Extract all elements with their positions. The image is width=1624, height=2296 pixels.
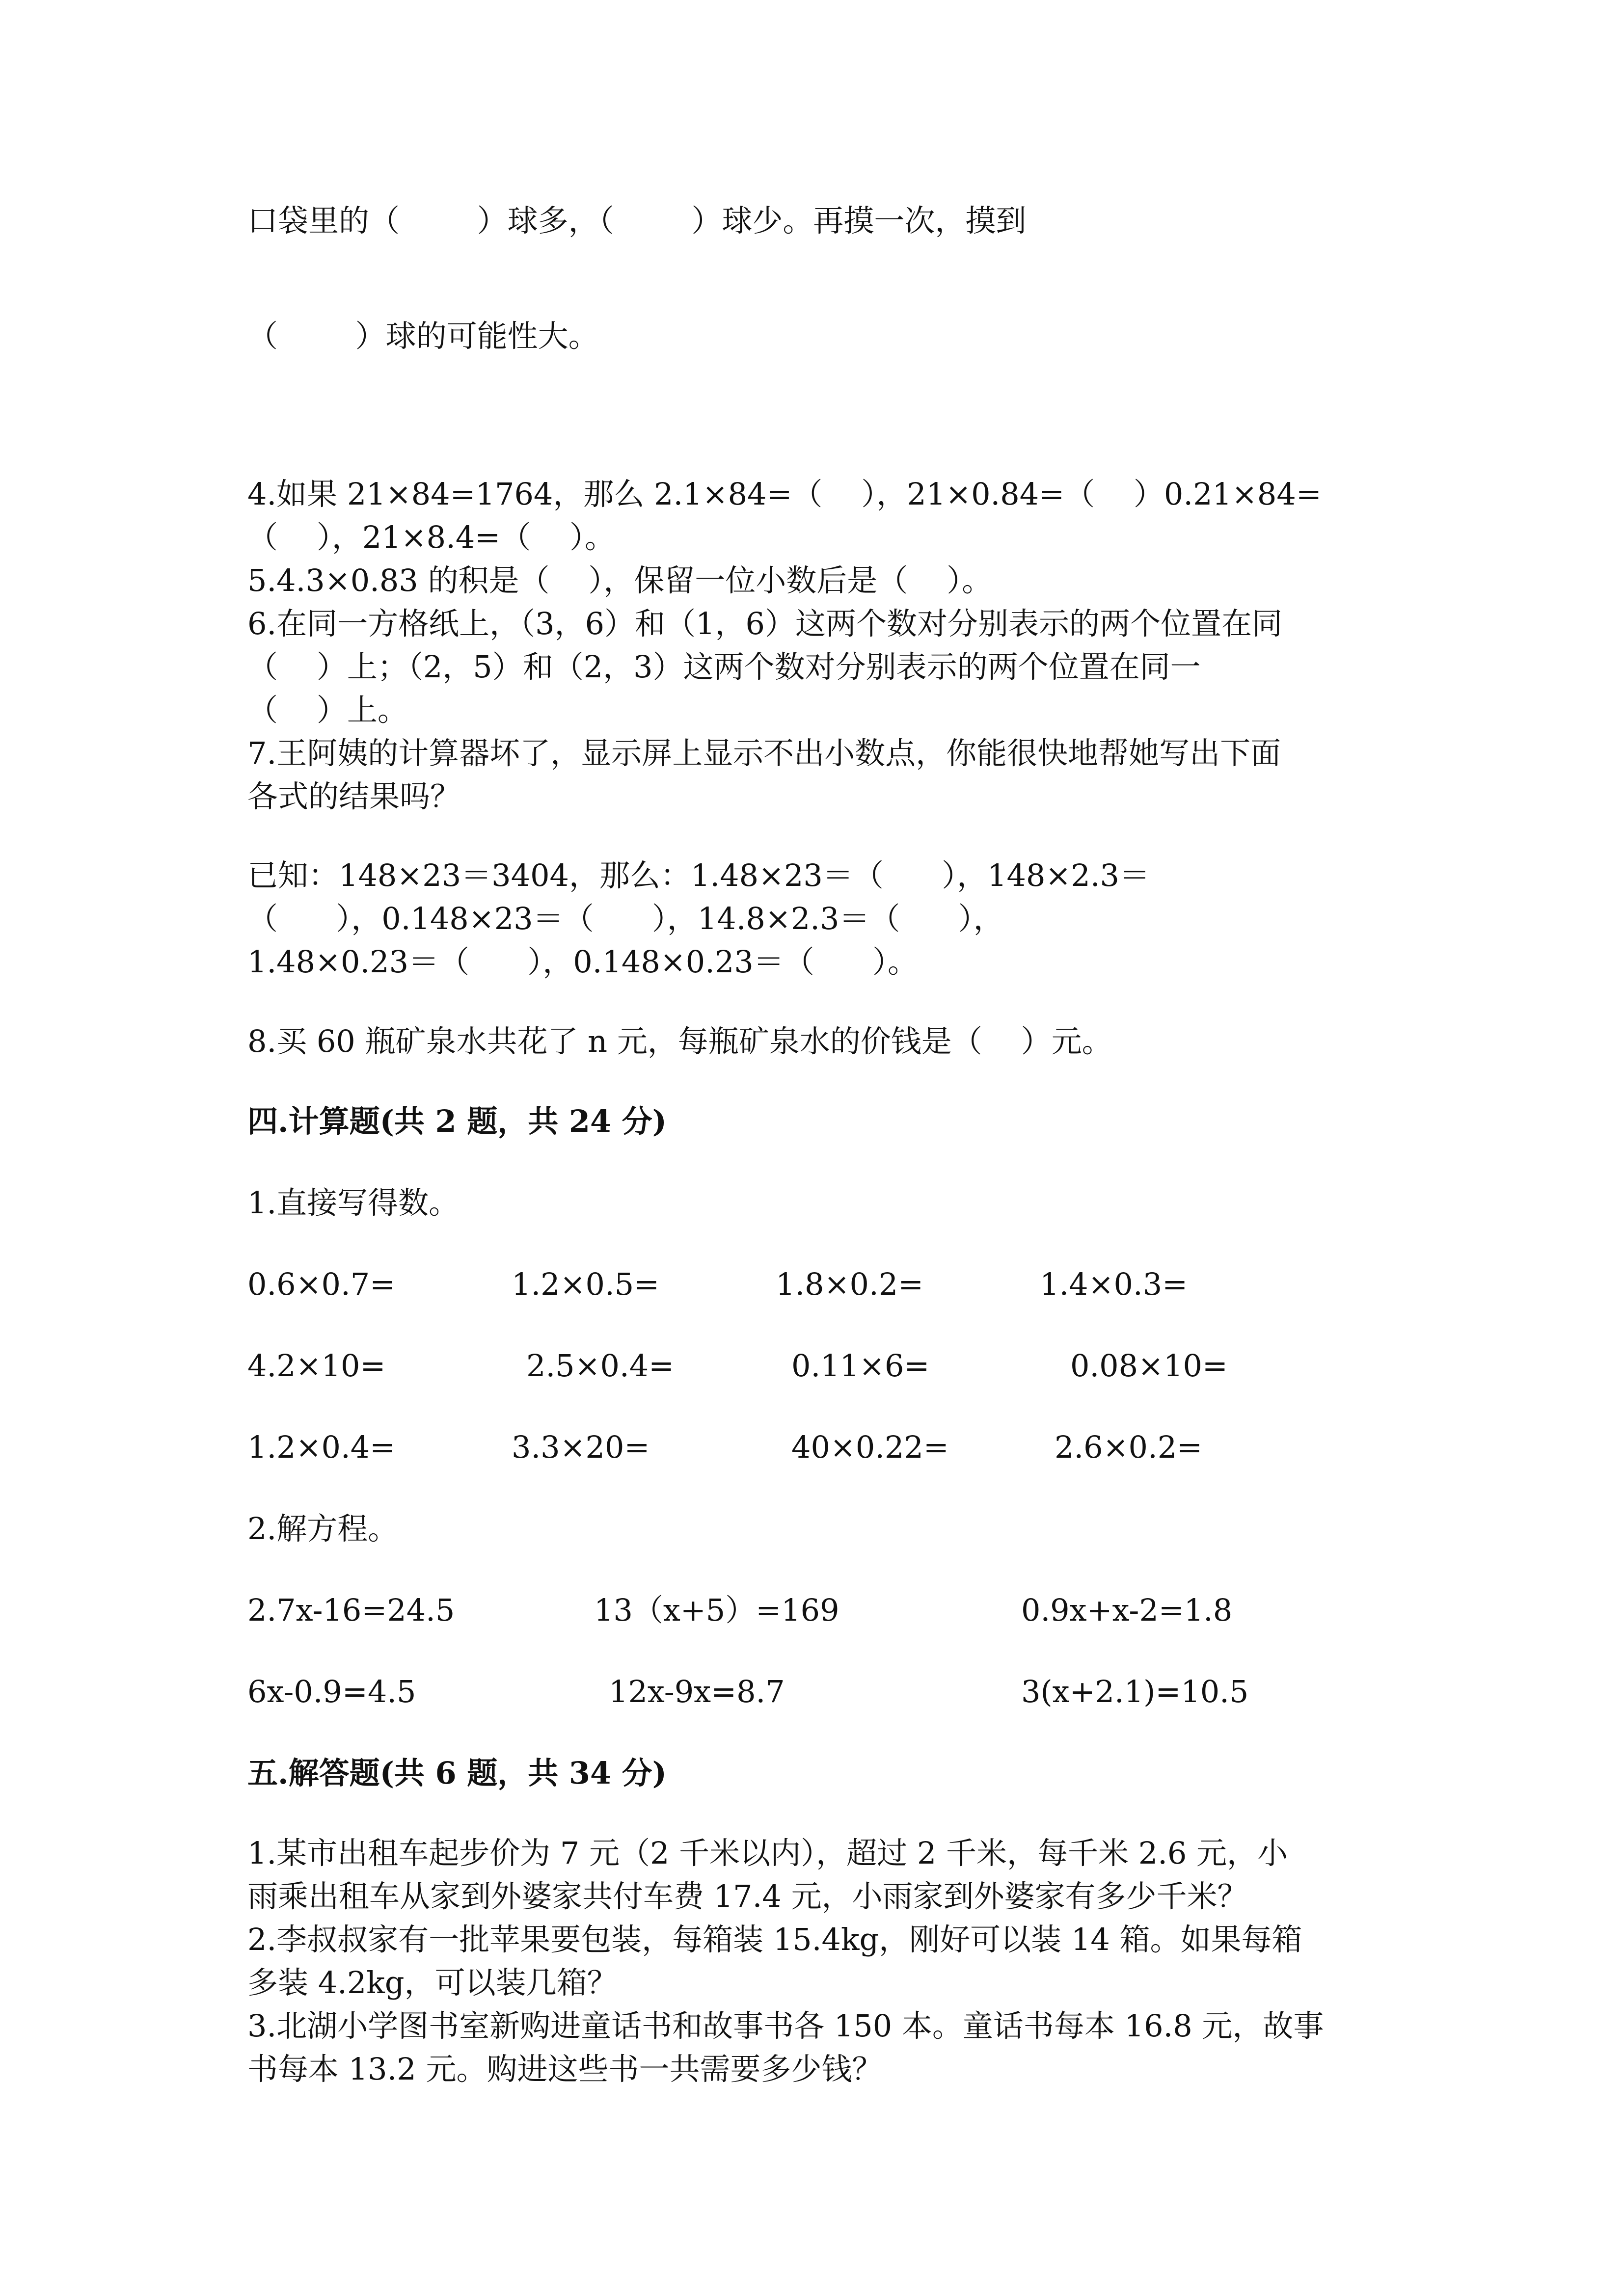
q3-line-2: （ ）球的可能性大。: [247, 318, 599, 354]
s5-q2-line-2: 多装 4.2kg，可以装几箱？: [247, 1965, 618, 2001]
calc-item: 1.8×0.2=: [776, 1266, 924, 1302]
q4-line-1: 4.如果 21×84=1764，那么 2.1×84=（ ），21×0.84=（ ）0.21×84=: [247, 476, 1322, 512]
s5-q3-line-1: 3.北湖小学图书室新购进童话书和故事书各 150 本。童话书每本 16.8 元，故事: [247, 2008, 1324, 2044]
q7-line-5: 1.48×0.23＝（ ），0.148×0.23＝（ ）。: [247, 944, 919, 980]
equation-item: 3(x+2.1)=10.5: [1021, 1674, 1249, 1709]
equation-item: 13（x+5）=169: [594, 1592, 839, 1628]
section-4-part-2-title: 2.解方程。: [247, 1511, 399, 1547]
q5-line-1: 5.4.3×0.83 的积是（ ），保留一位小数后是（ ）。: [247, 562, 993, 598]
calc-item: 3.3×20=: [512, 1429, 650, 1465]
q6-line-3: （ ）上。: [247, 692, 408, 728]
section-4-title: 四.计算题(共 2 题，共 24 分): [247, 1103, 667, 1139]
q7-line-3: 已知：148×23＝3404，那么：1.48×23＝（ ），148×2.3＝: [247, 857, 1150, 893]
calc-item: 4.2×10=: [247, 1348, 386, 1384]
calc-item: 1.2×0.5=: [512, 1266, 660, 1302]
q8-line-1: 8.买 60 瓶矿泉水共花了 n 元，每瓶矿泉水的价钱是（ ）元。: [247, 1023, 1112, 1059]
q6-line-1: 6.在同一方格纸上，（3，6）和（1，6）这两个数对分别表示的两个位置在同: [247, 606, 1282, 641]
s5-q3-line-2: 书每本 13.2 元。购进这些书一共需要多少钱？: [247, 2051, 883, 2087]
q3-line-1: 口袋里的（ ）球多，（ ）球少。再摸一次，摸到: [247, 203, 1027, 239]
q6-line-2: （ ）上；（2，5）和（2，3）这两个数对分别表示的两个位置在同一: [247, 649, 1201, 685]
s5-q2-line-1: 2.李叔叔家有一批苹果要包装，每箱装 15.4kg，刚好可以装 14 箱。如果每箱: [247, 1922, 1302, 1957]
calc-item: 1.2×0.4=: [247, 1429, 396, 1465]
s5-q1-line-2: 雨乘出租车从家到外婆家共付车费 17.4 元，小雨家到外婆家有多少千米？: [247, 1878, 1248, 1914]
calc-item: 0.08×10=: [1070, 1348, 1228, 1384]
calc-item: 2.5×0.4=: [526, 1348, 675, 1384]
equation-item: 2.7x-16=24.5: [247, 1592, 455, 1628]
section-4-part-1-title: 1.直接写得数。: [247, 1185, 460, 1221]
q4-line-2: （ ），21×8.4=（ ）。: [247, 519, 616, 555]
calc-item: 40×0.22=: [791, 1429, 949, 1465]
q7-line-1: 7.王阿姨的计算器坏了，显示屏上显示不出小数点，你能很快地帮她写出下面: [247, 735, 1281, 771]
equation-item: 6x-0.9=4.5: [247, 1674, 416, 1709]
calc-item: 1.4×0.3=: [1040, 1266, 1188, 1302]
section-5-title: 五.解答题(共 6 题，共 34 分): [247, 1755, 667, 1791]
s5-q1-line-1: 1.某市出租车起步价为 7 元（2 千米以内），超过 2 千米，每千米 2.6 元，小: [247, 1835, 1288, 1871]
equation-item: 12x-9x=8.7: [609, 1674, 785, 1709]
q7-line-4: （ ），0.148×23＝（ ），14.8×2.3＝（ ），: [247, 901, 1004, 936]
calc-item: 0.11×6=: [791, 1348, 930, 1384]
equation-item: 0.9x+x-2=1.8: [1021, 1592, 1233, 1628]
calc-item: 2.6×0.2=: [1055, 1429, 1203, 1465]
q7-line-2: 各式的结果吗？: [247, 778, 461, 814]
calc-item: 0.6×0.7=: [247, 1266, 396, 1302]
